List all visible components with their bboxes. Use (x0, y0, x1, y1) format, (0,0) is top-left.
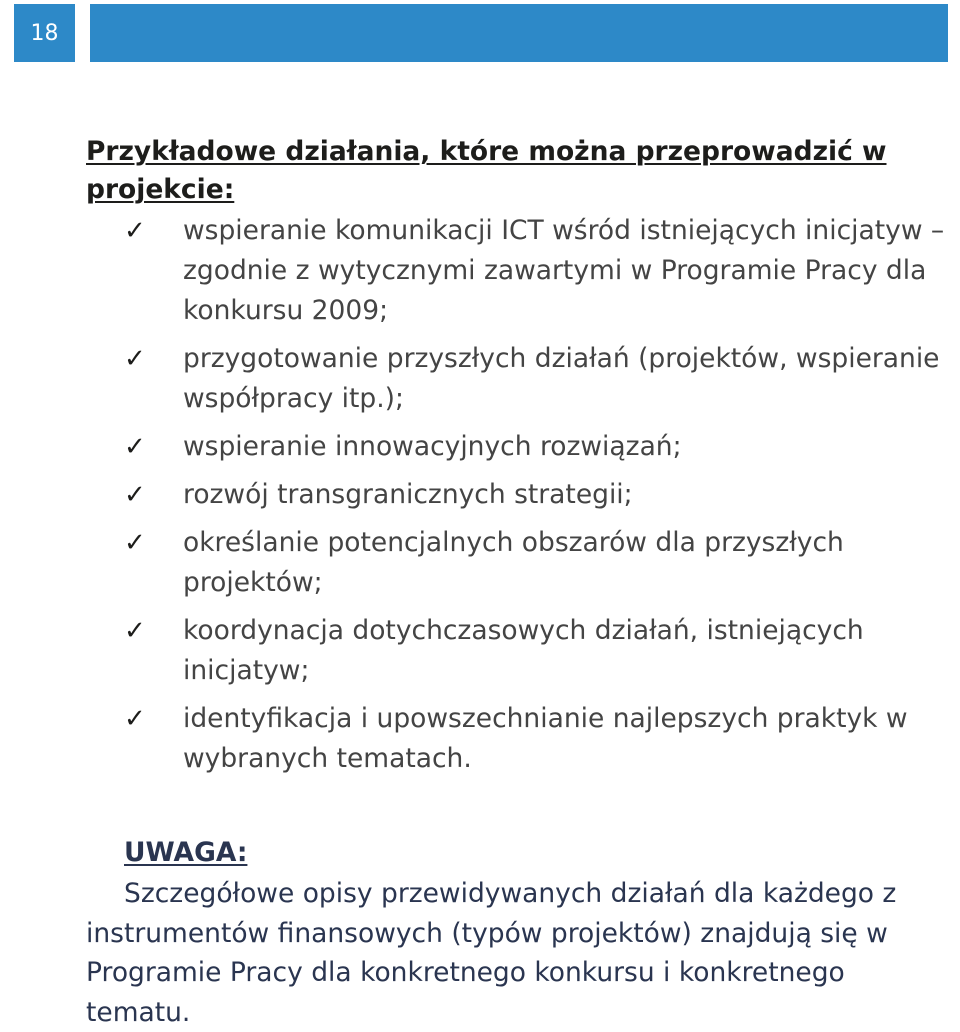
list-item-text: identyfikacja i upowszechnianie najlepszych praktyk w wybranych tematach. (183, 703, 908, 774)
page-number: 18 (14, 4, 75, 62)
check-icon: ✓ (124, 216, 146, 246)
section-heading: Przykładowe działania, które można przeprowadzić w projekcie: (86, 136, 887, 205)
list-item-text: przygotowanie przyszłych działań (projektów, wspieranie współpracy itp.); (183, 343, 940, 414)
list-item-text: wspieranie innowacyjnych rozwiązań; (183, 431, 682, 462)
check-icon: ✓ (124, 616, 146, 646)
list-item-text: koordynacja dotychczasowych działań, istniejących inicjatyw; (183, 615, 864, 686)
note-text: Szczegółowe opisy przewidywanych działań dla każdego z instrumentów finansowych (typów projektów) znajdują się w Programie Pracy dla konkretnego konkursu i konkretnego tematu. (86, 878, 897, 1028)
list-item-text: rozwój transgranicznych strategii; (183, 479, 633, 510)
note-label: UWAGA: (124, 837, 248, 868)
list-item-text: wspieranie komunikacji ICT wśród istniejących inicjatyw – zgodnie z wytycznymi zawartymi w Programie Pracy dla konkursu 2009; (183, 215, 945, 326)
list-item-text: określanie potencjalnych obszarów dla przyszłych projektów; (183, 527, 844, 598)
list-item (0, 427, 953, 467)
check-icon: ✓ (124, 528, 146, 558)
check-icon: ✓ (124, 432, 146, 462)
activity-list (0, 211, 960, 787)
list-item (0, 475, 953, 515)
check-icon: ✓ (124, 344, 146, 374)
list-item (0, 699, 953, 779)
check-icon: ✓ (124, 704, 146, 734)
list-item (0, 611, 953, 691)
check-icon: ✓ (124, 480, 146, 510)
list-item (0, 211, 953, 331)
list-item (0, 339, 953, 419)
list-item (0, 523, 953, 603)
header-bar (90, 4, 948, 62)
